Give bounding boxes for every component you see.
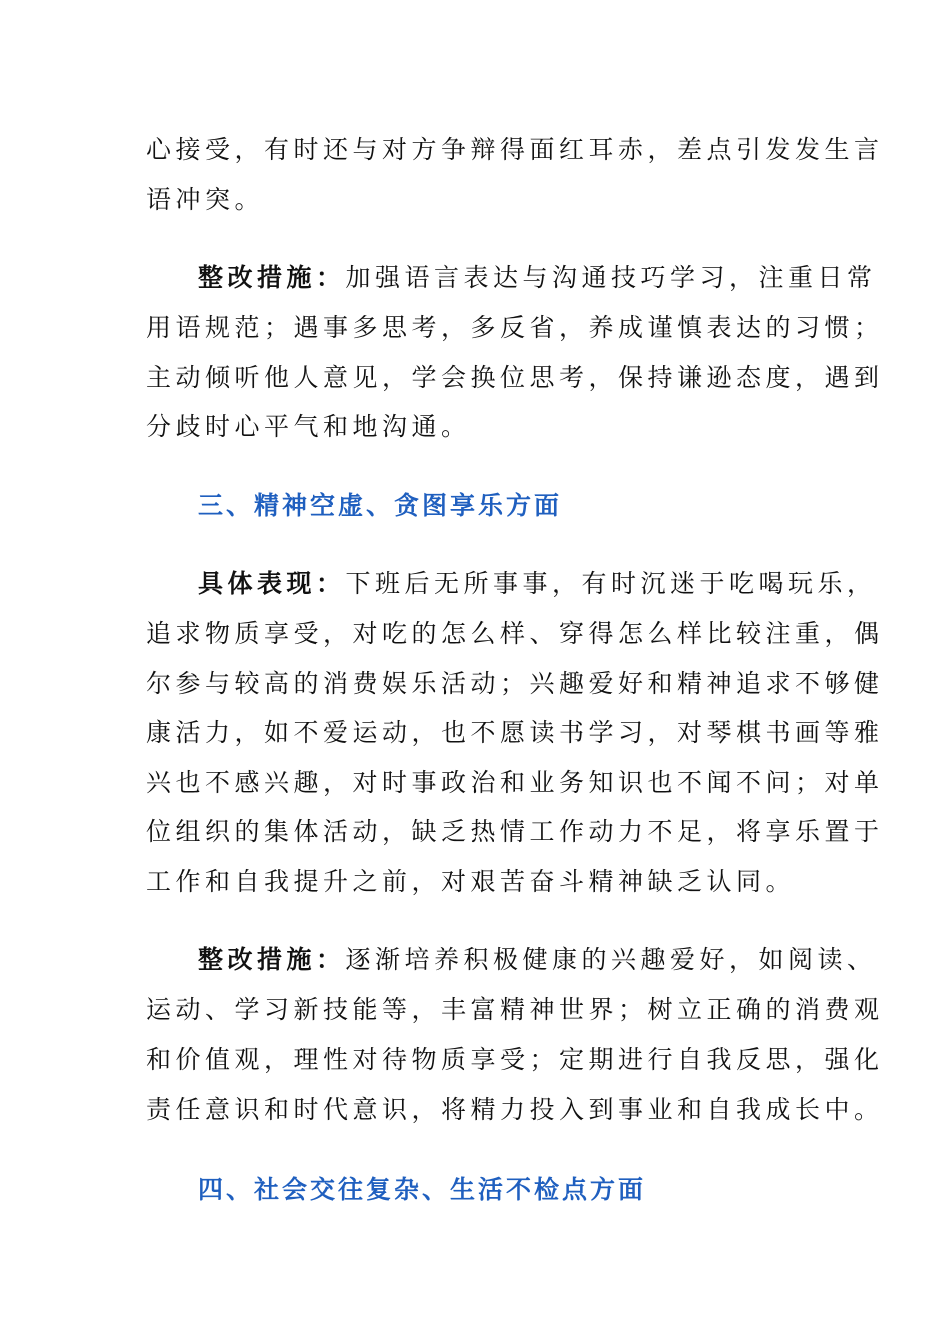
para2-label: 整改措施： xyxy=(198,263,346,292)
para4-first-line xyxy=(198,943,877,977)
para2-first-line xyxy=(198,261,877,295)
para4-label: 整改措施： xyxy=(198,945,346,974)
para3-line-2: 追求物质享受，对吃的怎么样、穿得怎么样比较注重，偶 xyxy=(146,619,884,648)
para3-first-text: 下班后无所事事，有时沉迷于吃喝玩乐， xyxy=(345,569,877,598)
para3-line-7: 工作和自我提升之前，对艰苦奋斗精神缺乏认同。 xyxy=(146,867,796,896)
para3-line-5: 兴也不感兴趣，对时事政治和业务知识也不闻不问；对单 xyxy=(146,768,884,797)
para3-label: 具体表现： xyxy=(198,569,346,598)
para2-line-3: 主动倾听他人意见，学会换位思考，保持谦逊态度，遇到 xyxy=(146,363,884,392)
para3-line-6: 位组织的集体活动，缺乏热情工作动力不足，将享乐置于 xyxy=(146,817,884,846)
para4-line-3: 和价值观，理性对待物质享受；定期进行自我反思，强化 xyxy=(146,1045,884,1074)
para1-line-2: 语冲突。 xyxy=(146,185,265,214)
para4-line-2: 运动、学习新技能等，丰富精神世界；树立正确的消费观 xyxy=(146,995,884,1024)
para3-line-3: 尔参与较高的消费娱乐活动；兴趣爱好和精神追求不够健 xyxy=(146,669,884,698)
section-heading-4: 四、社会交往复杂、生活不检点方面 xyxy=(198,1175,647,1204)
para1-line-1: 心接受，有时还与对方争辩得面红耳赤，差点引发发生言 xyxy=(146,135,884,164)
para2-first-text: 加强语言表达与沟通技巧学习，注重日常 xyxy=(345,263,877,292)
para3-line-4: 康活力，如不爱运动，也不愿读书学习，对琴棋书画等雅 xyxy=(146,718,884,747)
para3-first-line xyxy=(198,567,877,601)
para2-line-4: 分歧时心平气和地沟通。 xyxy=(146,412,471,441)
para4-line-4: 责任意识和时代意识，将精力投入到事业和自我成长中。 xyxy=(146,1095,884,1124)
para4-first-text: 逐渐培养积极健康的兴趣爱好，如阅读、 xyxy=(345,945,877,974)
section-heading-3: 三、精神空虚、贪图享乐方面 xyxy=(198,491,563,520)
para2-line-2: 用语规范；遇事多思考，多反省，养成谨慎表达的习惯； xyxy=(146,313,884,342)
